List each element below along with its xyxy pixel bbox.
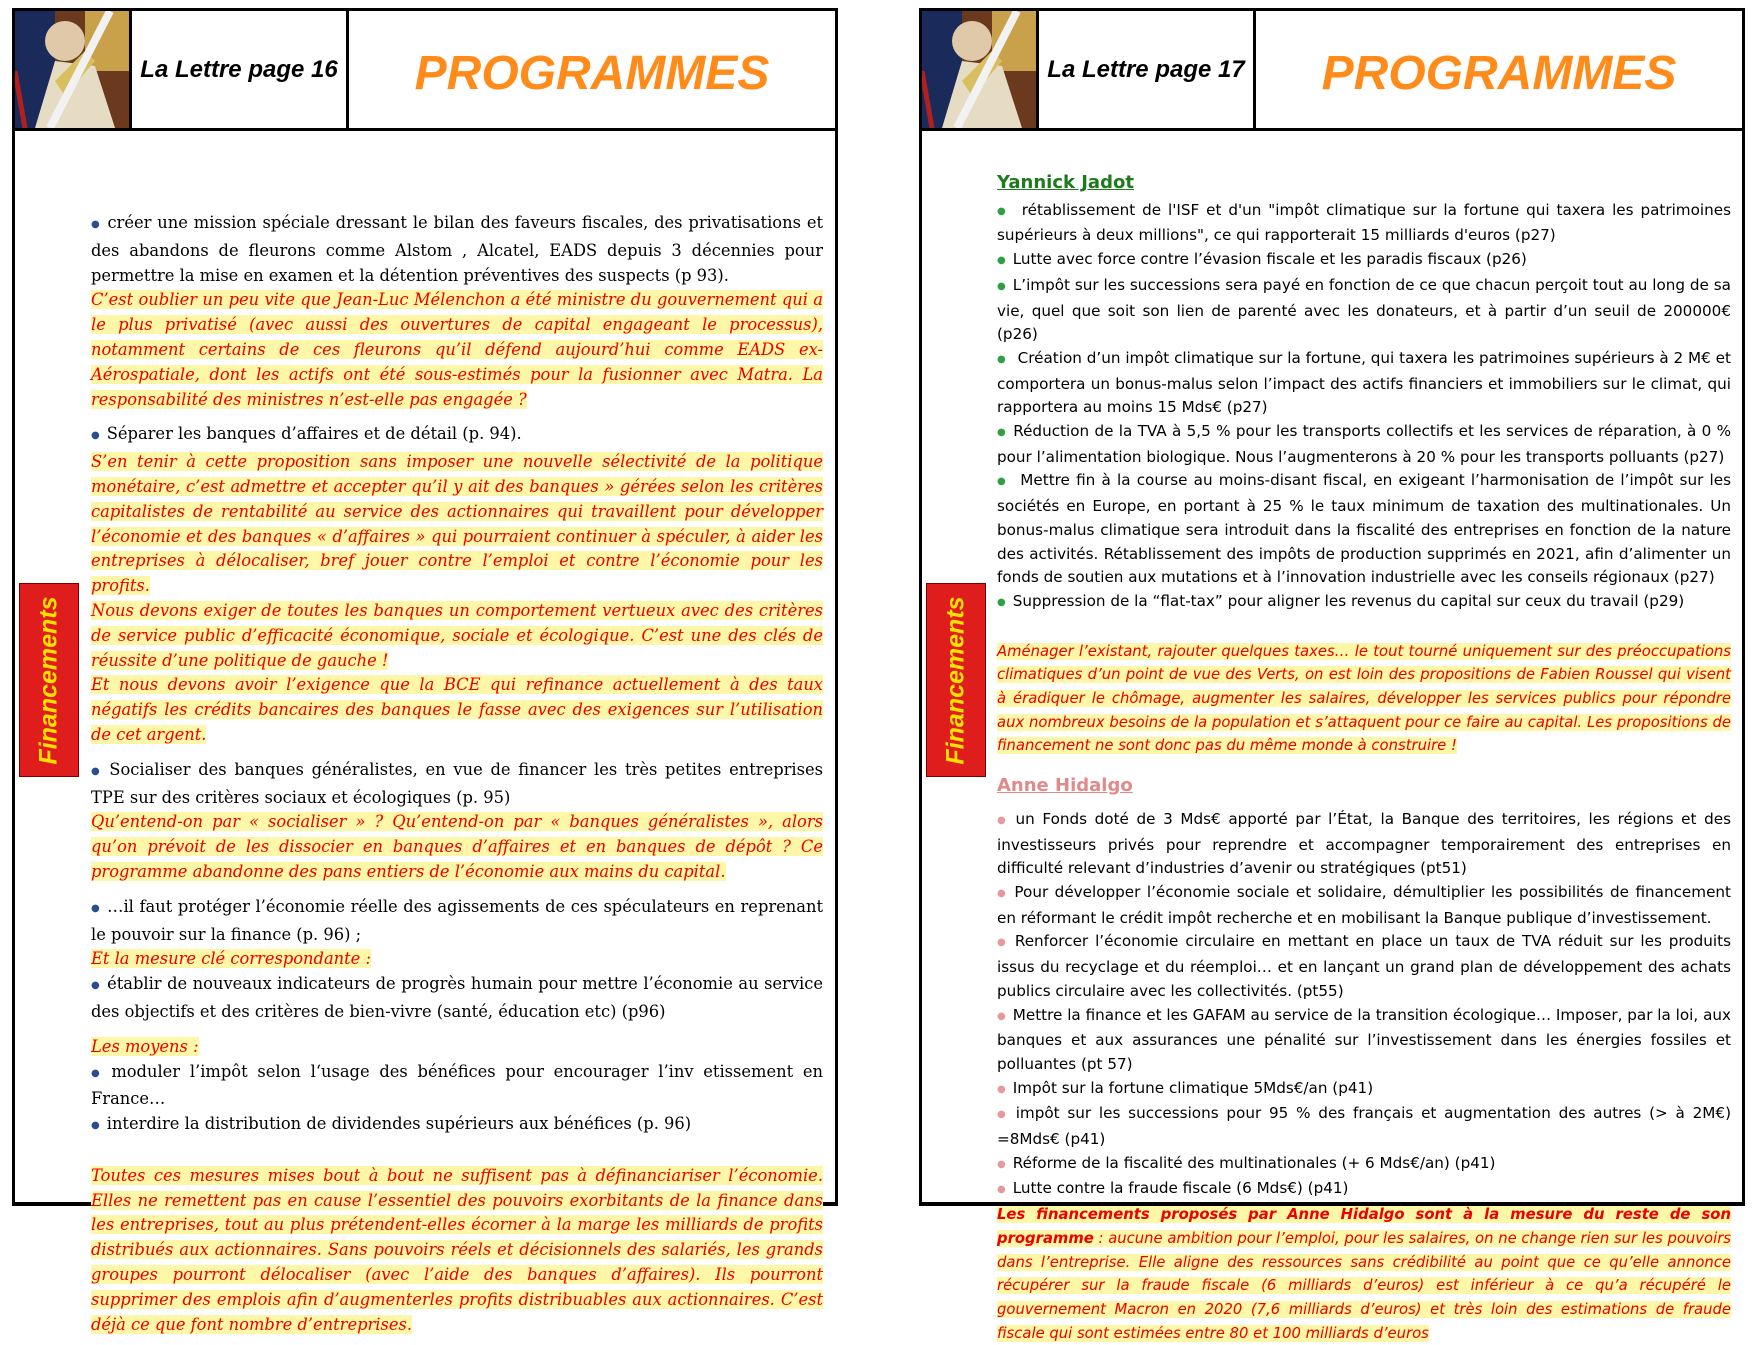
logo-illustration: [15, 11, 132, 128]
page-content: [997, 171, 1731, 1345]
bullet-item: ● un Fonds doté de 3 Mds€ apporté par l’État, la Banque des territoires, les régions et des investisseurs privés pour reprendre et accompagner temporairement des entreprises en difficulté relevant d’industries d’avenir ou stratégiques (pt51): [997, 808, 1731, 881]
comment-block: Et nous devons avoir l’exigence que la BCE qui refinance actuellement à des taux négatifs les crédits bancaires des banques le fasse avec des exigences sur l’utilisation de cet argent.: [91, 675, 823, 744]
comment-block: Les financements proposés par Anne Hidalgo sont à la mesure du reste de son programme : aucune ambition pour l’emploi, pour les salaires, on ne change rien sur les pouvoirs dans l’entreprise. Elle aligne des ressources sans crédibilité au point que ce qu’elle annonce récupérer sur la fraude fiscale (6 milliards d’euros) est inférieur à ce qu’a récupéré le gouvernement Macron en 2020 (7,6 milliards d’euros) et très loin des estimations de fraude fiscale qui sont estimées entre 80 et 100 milliards d’euros: [997, 1206, 1731, 1342]
bullet-item: ● moduler l’impôt selon l‘usage des bénéfices pour encourager l’inv etissement en France…: [91, 1060, 823, 1113]
candidate-name-hidalgo: Anne Hidalgo: [997, 775, 1133, 797]
bullet-item: ● établir de nouveaux indicateurs de progrès humain pour mettre l’économie au service des objectifs et des critères de bien-vivre (santé, éducation etc) (p96): [91, 972, 823, 1025]
page-17: [919, 8, 1745, 1342]
bullet-item: ● impôt sur les successions pour 95 % des français et augmentation des autres (> à 2M€) =8Mds€ (p41): [997, 1102, 1731, 1151]
bullet-item: ● Séparer les banques d’affaires et de détail (p. 94).: [91, 422, 823, 450]
comment-block: Nous devons exiger de toutes les banques un comportement vertueux avec des critères de service public d’efficacité économique, sociale et écologique. C’est une des clés de réussite d’une politique de gauche !: [91, 600, 823, 670]
bullet-item: ● L’impôt sur les successions sera payé en fonction de ce que chacun perçoit tout au long de sa vie, quel que soit son lien de parenté avec les donateurs, et à partir d’un seuil de 200000€ (p26): [997, 274, 1731, 347]
bullet-item: ● Création d’un impôt climatique sur la fortune, qui taxera les patrimoines supérieurs à 2 M€ et comportera un bonus-malus selon l’impact des actifs financiers et immobiliers sur le climat, qui rapportera au moins 15 Mds€ (p27): [997, 347, 1731, 420]
logo-illustration: [922, 11, 1039, 128]
page-header: [15, 11, 835, 131]
side-tab-label: Financements: [941, 595, 970, 765]
comment-block: C’est oublier un peu vite que Jean-Luc Mélenchon a été ministre du gouvernement qui a le plus privatisé (avec aussi des ouvertures de capital engageant le processus), notamment certains de ces fleurons qu’il défend aujourd’hui comme EADS ex-Aérospatiale, dont les actifs ont été sous-estimés pour la fusionner avec Matra. La responsabilité des ministres n’est-elle pas engagée ?: [91, 290, 823, 409]
comment-block: Toutes ces mesures mises bout à bout ne suffisent pas à définanciariser l’économie. Elles ne remettent pas en cause l’essentiel des pouvoirs exorbitants de la finance dans les entreprises, tout au plus prétendent-elles écorner à la marge les milliards de profits distribués aux actionnaires. Sans pouvoirs réels et décisionnels des salariés, les grands groupes pourront délocaliser (avec l’aide des banques d’affaires). Ils pourront supprimer des emplois afin d’augmenterles profits distribuables aux actionnaires. C’est déjà ce que font nombre d’entreprises.: [91, 1165, 823, 1334]
bullet-item: ● Réduction de la TVA à 5,5 % pour les transports collectifs et les services de réparation, à 0 % pour l’alimentation biologique. Nous l’augmenterons à 20 % pour les transports polluants (p27): [997, 420, 1731, 469]
bullet-item: ● Réforme de la fiscalité des multinationales (+ 6 Mds€/an) (p41): [997, 1152, 1731, 1178]
bullet-item: ● Suppression de la “flat-tax” pour aligner les revenus du capital sur ceux du travail (p29): [997, 590, 1731, 616]
section-title: PROGRAMMES: [1321, 47, 1677, 100]
candidate-name-jadot: Yannick Jadot: [997, 172, 1134, 193]
bullet-item: ● Impôt sur la fortune climatique 5Mds€/an (p41): [997, 1077, 1731, 1103]
bullet-item: ● interdire la distribution de dividendes supérieurs aux bénéfices (p. 96): [91, 1112, 823, 1140]
bullet-item: ● rétablissement de l'ISF et d'un "impôt climatique sur la fortune qui taxera les patrimoines supérieurs à deux millions", ce qui rapporterait 15 milliards d'euros (p27): [997, 199, 1731, 248]
bullet-item: ● Lutte avec force contre l’évasion fiscale et les paradis fiscaux (p26): [997, 248, 1731, 274]
page-content: [91, 211, 823, 1337]
comment-block: S’en tenir à cette proposition sans imposer une nouvelle sélectivité de la politique monétaire, c’est admettre et accepter qu’il y ait des banques » gérées selon les critères capitalistes de rentabilité au service des actionnaires qui travaillent pour développer l’économie et des banques « d’affaires » qui pourraient continuer à spéculer, à aider les entreprises à délocaliser, bref jouer contre l’emploi et contre l’économie pour les profits.: [91, 452, 823, 596]
bullet-item: ● …il faut protéger l’économie réelle des agissements de ces spéculateurs en reprenant le pouvoir sur la finance (p. 96) ;: [91, 895, 823, 948]
comment-block: Et la mesure clé correspondante :: [91, 949, 371, 969]
bullet-item: ● Mettre fin à la course au moins-disant fiscal, en exigeant l’harmonisation de l’impôt sur les sociétés en Europe, en portant à 25 % le taux minimum de taxation des multinationales. Un bonus-malus climatique sera introduit dans la fiscalité des entreprises en fonction de la nature des activités. Rétablissement des impôts de production supprimés en 2021, afin d’alimenter un fonds de soutien aux mutations et à l’innovation industrielle avec les conseils régionaux (p27): [997, 469, 1731, 590]
side-tab-label: Financements: [34, 595, 63, 765]
bullet-item: ● Renforcer l’économie circulaire en mettant en place un taux de TVA réduit sur les produits issus du recyclage et du réemploi… et en lançant un grand plan de développement des achats publics circulaire avec les collectivités. (pt55): [997, 930, 1731, 1003]
comment-block: Les moyens :: [91, 1036, 199, 1056]
bullet-item: ● Pour développer l’économie sociale et solidaire, démultiplier les possibilités de financement en réformant le crédit impôt recherche et en mobilisant la Banque publique d’investissement.: [997, 881, 1731, 930]
page-16: [12, 8, 838, 1334]
side-tab-financements: [19, 583, 79, 777]
comment-block: Qu’entend-on par « socialiser » ? Qu’entend-on par « banques généralistes », alors qu’on prévoit de les dissocier en banques d’affaires et en banques de dépôt ? Ce programme abandonne des pans entiers de l’économie aux mains du capital.: [91, 812, 823, 881]
bullet-item: ● créer une mission spéciale dressant le bilan des faveurs fiscales, des privatisations et des abandons de fleurons comme Alstom , Alcatel, EADS depuis 3 décennies pour permettre la mise en examen et la détention préventives des suspects (p 93).: [91, 211, 823, 288]
section-title: PROGRAMMES: [414, 47, 770, 100]
page-label: La Lettre page 17: [1039, 11, 1256, 128]
page-header: [922, 11, 1742, 131]
side-tab-financements: [926, 583, 986, 777]
bullet-item: ● Mettre la finance et les GAFAM au service de la transition écologique… Imposer, par la loi, aux banques et aux assurances une pénalité sur l’investissement dans les énergies fossiles et polluantes (pt 57): [997, 1004, 1731, 1077]
comment-block: Aménager l’existant, rajouter quelques taxes… le tout tourné uniquement sur des préoccupations climatiques d’un point de vue des Verts, on est loin des propositions de Fabien Roussel qui visent à éradiquer le chômage, augmenter les salaires, développer les services publics pour répondre aux nombreux besoins de la population et s’attaquent pour ce faire au capital. Les propositions de financement ne sont donc pas du même monde à construire !: [997, 642, 1731, 755]
bullet-item: ● Socialiser des banques généralistes, en vue de financer les très petites entreprises TPE sur des critères sociaux et écologiques (p. 95): [91, 758, 823, 811]
bullet-item: ● Lutte contre la fraude fiscale (6 Mds€) (p41): [997, 1177, 1731, 1203]
page-label: La Lettre page 16: [132, 11, 349, 128]
